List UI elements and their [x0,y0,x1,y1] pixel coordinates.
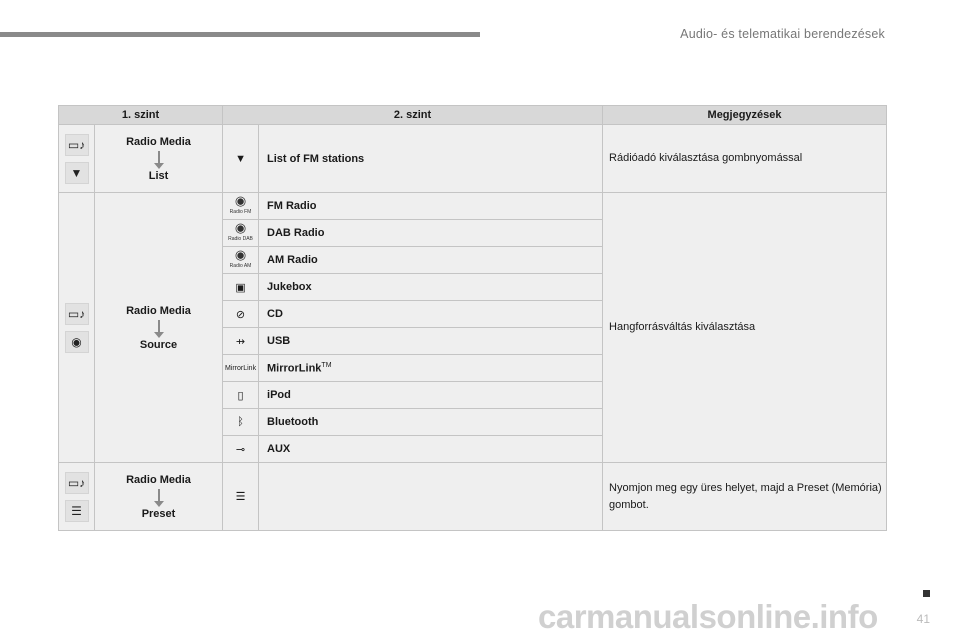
mirrorlink-icon: MirrorLink [223,355,259,382]
trademark: TM [321,361,332,369]
source-icon: ◉ [65,331,89,353]
level2-label: AUX [259,436,603,463]
level1-sub-label: Preset [141,507,176,520]
menu-table [58,105,887,531]
level1-sub-label: Source [139,338,178,351]
radio-dab-icon: ◉ Radio DAB [223,220,259,247]
level2-label: Jukebox [259,274,603,301]
header-bar [0,32,480,37]
header-notes: Megjegyzések [603,106,887,125]
level2-label: CD [259,301,603,328]
table-row [59,193,887,220]
radio-media-icon: ▭♪ [65,303,89,325]
note-cell: Hangforrásváltás kiválasztása [603,193,887,463]
table-header-row [59,106,887,125]
page-header-title: Audio- és telematikai berendezések [680,27,885,41]
header-level2: 2. szint [223,106,603,125]
preset-icon: ☰ [223,463,259,531]
icon-cell [59,193,95,463]
table-row [59,463,887,531]
level1-label: Radio Media [126,135,191,148]
level1-cell [95,463,223,531]
level1-label: Radio Media [126,473,191,486]
level1-label: Radio Media [126,304,191,317]
icon-cell [59,125,95,193]
aux-icon: ⊸ [223,436,259,463]
radio-am-icon: ◉ Radio AM [223,247,259,274]
down-arrow-icon [158,320,160,333]
page-number: 41 [916,612,930,626]
page-marker [923,590,930,597]
level2-label: MirrorLink™ [259,355,603,382]
down-triangle-icon: ▼ [65,162,89,184]
cd-icon: ⊘ [223,301,259,328]
note-cell: Nyomjon meg egy üres helyet, majd a Preset (Memória) gombot. [603,463,887,531]
radio-media-icon: ▭♪ [65,472,89,494]
usb-icon: ⇸ [223,328,259,355]
level2-label: FM Radio [259,193,603,220]
bluetooth-icon: ᛒ [223,409,259,436]
level2-label: iPod [259,382,603,409]
header-level1: 1. szint [59,106,223,125]
down-arrow-icon [158,489,160,502]
level1-cell [95,193,223,463]
level2-label: List of FM stations [259,125,603,193]
level2-label: AM Radio [259,247,603,274]
level1-sub-label: List [148,169,169,182]
level2-label: Bluetooth [259,409,603,436]
preset-icon: ☰ [65,500,89,522]
icon-cell [59,463,95,531]
jukebox-icon: ▣ [223,274,259,301]
table-row [59,125,887,193]
down-triangle-icon: ▼ [223,125,259,193]
ipod-icon: ▯ [223,382,259,409]
level2-label: DAB Radio [259,220,603,247]
level2-label [259,463,603,531]
radio-media-icon: ▭♪ [65,134,89,156]
level1-cell [95,125,223,193]
down-arrow-icon [158,151,160,164]
radio-fm-icon: ◉ Radio FM [223,193,259,220]
watermark: carmanualsonline.info [538,598,878,635]
level2-label: USB [259,328,603,355]
note-cell: Rádióadó kiválasztása gombnyomással [603,125,887,193]
